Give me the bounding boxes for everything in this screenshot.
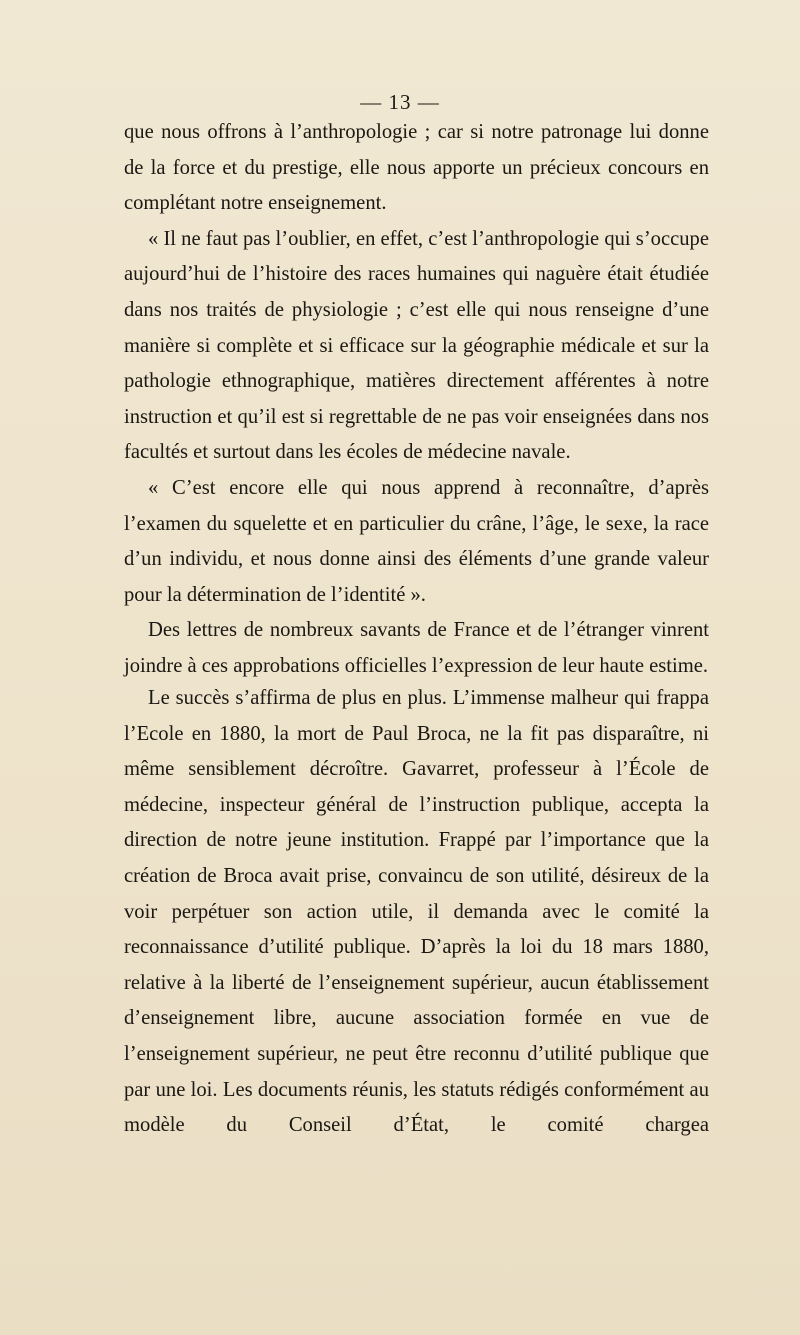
paragraph-quote-skeleton: « C’est encore elle qui nous apprend à reconnaître, d’après l’examen du squelette et en particulier du crâne, l’âge, le sexe, la race d’un individu, et nous donne ainsi des éléments d’une grande valeur pour la détermination de l’identité ».: [124, 476, 709, 606]
paragraph-letters: Des lettres de nombreux savants de France et de l’étranger vinrent joindre à ces approbations officielles l’expression de leur haute estime.: [124, 619, 709, 677]
paragraph-success: Le succès s’affirma de plus en plus. L’immense malheur qui frappa l’Ecole en 1880, la mort de Paul Broca, ne la fit pas disparaître, ni même sensiblement décroître. Gavarret, professeur à l’École de médecine, inspecteur général de l’instruction publique, accepta la direction de notre jeune institution. Frappé par l’importance que la création de Broca avait prise, convaincu de son utilité, désireux de la voir perpétuer son action utile, il demanda avec le comité la reconnaissance d’utilité publique. D’après la loi du 18 mars 1880, relative à la liberté de l’enseignement supérieur, aucun établissement d’enseignement libre, aucune association formée en vue de l’enseignement supérieur, ne peut être reconnu d’utilité publique que par une loi. Les documents réunis, les statuts rédigés conformément au modèle du Conseil d’État, le comité chargea: [124, 687, 709, 1137]
page-number: — 13 —: [360, 90, 440, 114]
text-block-lower: [124, 681, 709, 1144]
paragraph-continuation: que nous offrons à l’anthropologie ; car si notre patronage lui donne de la force et du prestige, elle nous apporte un précieux concours en complétant notre enseignement.: [124, 121, 709, 215]
paragraph-quote-anthropology: « Il ne faut pas l’oublier, en effet, c’est l’anthropologie qui s’occupe aujourd’hui de l’histoire des races humaines qui naguère était étudiée dans nos traités de physiologie ; c’est elle qui nous renseigne d’une manière si complète et si efficace sur la géographie médicale et sur la pathologie ethnographique, matières directement afférentes à notre instruction et qu’il est si regrettable de ne pas voir enseignées dans nos facultés et surtout dans les écoles de médecine navale.: [124, 227, 709, 464]
text-block-upper: [124, 115, 709, 685]
